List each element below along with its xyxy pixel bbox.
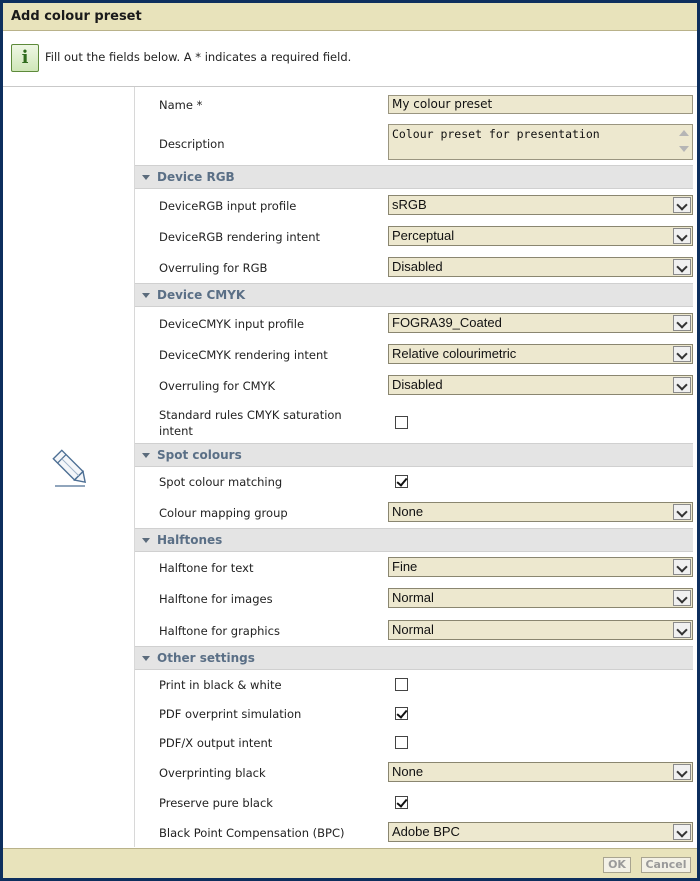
overprint-black-row: [135, 762, 693, 784]
rgb-input-profile-row: [135, 195, 693, 217]
cmyk-rendering-intent-label: DeviceCMYK rendering intent: [159, 348, 328, 362]
pencil-icon: [51, 447, 91, 489]
cmyk-saturation-row: [135, 407, 693, 441]
mapping-group-row: [135, 502, 693, 524]
halftone-graphics-select[interactable]: [388, 620, 693, 640]
cmyk-overruling-label: Overruling for CMYK: [159, 379, 276, 393]
preserve-black-label: Preserve pure black: [159, 796, 273, 810]
select-value: None: [392, 764, 424, 779]
halftone-images-select[interactable]: [388, 588, 693, 608]
cmyk-overruling-row: [135, 375, 693, 397]
select-value: None: [392, 504, 424, 519]
pdfx-intent-label: PDF/X output intent: [159, 736, 273, 750]
rgb-rendering-intent-label: DeviceRGB rendering intent: [159, 230, 321, 244]
rgb-overruling-label: Overruling for RGB: [159, 261, 268, 275]
section-title: Device CMYK: [157, 288, 246, 302]
black-white-row: [135, 676, 693, 694]
select-value: FOGRA39_Coated: [392, 315, 502, 330]
name-input[interactable]: My colour preset: [388, 95, 693, 114]
cmyk-rendering-intent-row: [135, 344, 693, 366]
description-row: [135, 124, 693, 162]
bpc-row: [135, 822, 693, 844]
info-text: Fill out the fields below. A * indicates a required field.: [45, 50, 352, 64]
description-value: Colour preset for presentation: [392, 127, 600, 141]
name-row: [135, 95, 693, 115]
chevron-down-icon[interactable]: [673, 377, 691, 393]
pdf-overprint-label: PDF overprint simulation: [159, 707, 302, 721]
textarea-scrollbar[interactable]: [677, 126, 691, 158]
dialog-footer: [3, 848, 697, 878]
scroll-up-icon[interactable]: [679, 130, 689, 136]
pdfx-intent-row: [135, 734, 693, 752]
select-value: Adobe BPC: [392, 824, 460, 839]
cmyk-saturation-label: Standard rules CMYK saturation intent: [159, 408, 342, 438]
collapse-triangle-icon: [142, 175, 150, 180]
section-spot-colours[interactable]: [135, 443, 693, 467]
preserve-black-checkbox[interactable]: [395, 796, 408, 809]
section-device-cmyk[interactable]: [135, 283, 693, 307]
info-bar: [3, 31, 697, 87]
chevron-down-icon[interactable]: [673, 824, 691, 840]
cmyk-input-profile-row: [135, 313, 693, 335]
dialog-title: Add colour preset: [3, 3, 697, 31]
halftone-images-row: [135, 588, 693, 610]
select-value: sRGB: [392, 197, 427, 212]
section-device-rgb[interactable]: [135, 165, 693, 189]
section-title: Other settings: [157, 651, 255, 665]
collapse-triangle-icon: [142, 453, 150, 458]
pdfx-intent-checkbox[interactable]: [395, 736, 408, 749]
select-value: Disabled: [392, 259, 443, 274]
chevron-down-icon[interactable]: [673, 259, 691, 275]
select-value: Normal: [392, 590, 434, 605]
pdf-overprint-checkbox[interactable]: [395, 707, 408, 720]
select-value: Disabled: [392, 377, 443, 392]
section-title: Halftones: [157, 533, 223, 547]
rgb-overruling-select[interactable]: [388, 257, 693, 277]
black-white-label: Print in black & white: [159, 678, 282, 692]
cancel-button[interactable]: Cancel: [641, 857, 691, 873]
section-title: Spot colours: [157, 448, 242, 462]
cmyk-overruling-select[interactable]: [388, 375, 693, 395]
left-pane: [3, 87, 135, 847]
description-textarea[interactable]: [388, 124, 693, 160]
chevron-down-icon[interactable]: [673, 228, 691, 244]
chevron-down-icon[interactable]: [673, 622, 691, 638]
halftone-graphics-row: [135, 620, 693, 642]
collapse-triangle-icon: [142, 293, 150, 298]
cmyk-input-profile-select[interactable]: [388, 313, 693, 333]
pdf-overprint-row: [135, 705, 693, 723]
mapping-group-select[interactable]: [388, 502, 693, 522]
halftone-graphics-label: Halftone for graphics: [159, 624, 280, 638]
select-value: Fine: [392, 559, 418, 574]
spot-matching-label: Spot colour matching: [159, 475, 283, 489]
chevron-down-icon[interactable]: [673, 559, 691, 575]
cmyk-saturation-checkbox[interactable]: [395, 416, 408, 429]
name-label: Name *: [159, 98, 203, 112]
select-value: Normal: [392, 622, 434, 637]
bpc-select[interactable]: [388, 822, 693, 842]
spot-matching-checkbox[interactable]: [395, 475, 408, 488]
cmyk-rendering-intent-select[interactable]: [388, 344, 693, 364]
info-icon: i: [11, 44, 39, 72]
overprint-black-select[interactable]: [388, 762, 693, 782]
select-value: Perceptual: [392, 228, 455, 243]
black-white-checkbox[interactable]: [395, 678, 408, 691]
overprint-black-label: Overprinting black: [159, 766, 266, 780]
bpc-label: Black Point Compensation (BPC): [159, 826, 345, 840]
rgb-overruling-row: [135, 257, 693, 279]
chevron-down-icon[interactable]: [673, 504, 691, 520]
rgb-input-profile-select[interactable]: [388, 195, 693, 215]
preset-form: [135, 87, 693, 847]
scroll-down-icon[interactable]: [679, 146, 689, 152]
section-title: Device RGB: [157, 170, 235, 184]
halftone-text-label: Halftone for text: [159, 561, 254, 575]
select-value: Relative colourimetric: [392, 346, 517, 361]
rgb-rendering-intent-select[interactable]: [388, 226, 693, 246]
chevron-down-icon[interactable]: [673, 590, 691, 606]
collapse-triangle-icon: [142, 656, 150, 661]
rgb-input-profile-label: DeviceRGB input profile: [159, 199, 297, 213]
chevron-down-icon[interactable]: [673, 764, 691, 780]
ok-button[interactable]: OK: [603, 857, 631, 873]
rgb-rendering-intent-row: [135, 226, 693, 248]
preserve-black-row: [135, 794, 693, 812]
section-other-settings[interactable]: [135, 646, 693, 670]
chevron-down-icon[interactable]: [673, 346, 691, 362]
mapping-group-label: Colour mapping group: [159, 506, 288, 520]
description-label: Description: [159, 137, 225, 151]
chevron-down-icon[interactable]: [673, 315, 691, 331]
halftone-images-label: Halftone for images: [159, 592, 273, 606]
spot-matching-row: [135, 473, 693, 491]
collapse-triangle-icon: [142, 538, 150, 543]
halftone-text-select[interactable]: [388, 557, 693, 577]
halftone-text-row: [135, 557, 693, 579]
section-halftones[interactable]: [135, 528, 693, 552]
cmyk-input-profile-label: DeviceCMYK input profile: [159, 317, 305, 331]
chevron-down-icon[interactable]: [673, 197, 691, 213]
